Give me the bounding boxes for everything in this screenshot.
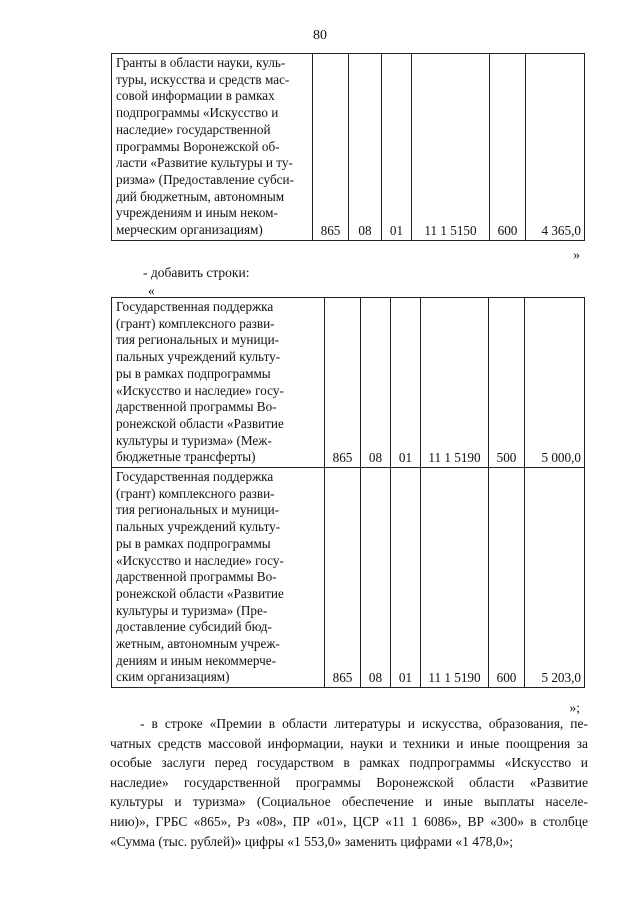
budget-table-existing-row bbox=[111, 53, 585, 241]
csr-cell: 11 1 5190 bbox=[421, 298, 489, 468]
paragraph-line: культуры и туризма» (Социальное обеспечение и иные выплаты населе- bbox=[110, 794, 588, 810]
paragraph-line: нию)», ГРБС «865», Рз «08», ПР «01», ЦСР «11 1 6086», ВР «300» в столбце bbox=[110, 813, 588, 829]
paragraph-line: особые заслуги перед государством в рамках подпрограммы «Искусство и bbox=[110, 755, 588, 771]
csr-cell: 11 1 5190 bbox=[421, 468, 489, 688]
paragraph-line: наследие» государственной программы Воронежской области «Развитие bbox=[110, 774, 588, 790]
closing-quote-semicolon: »; bbox=[569, 700, 580, 715]
csr-cell: 11 1 5150 bbox=[412, 54, 490, 241]
rz-cell: 08 bbox=[361, 298, 391, 468]
grbs-cell: 865 bbox=[325, 468, 361, 688]
grbs-cell: 865 bbox=[313, 54, 349, 241]
amendment-paragraph bbox=[110, 714, 588, 851]
row-name-cell: Государственная поддержка (грант) комплексного разви- тия региональных и муници- пальных учреждений культу- ры в рамках подпрограммы «Искусство и наследие» госу- дарственной программы Во- ронежской области «Развитие культуры и туризма» (Пре- доставление субсидий бюд- жетным, автономным учреж- дениям и иным некоммерче- ским организациям) bbox=[112, 468, 325, 688]
rz-cell: 08 bbox=[361, 468, 391, 688]
vr-cell: 600 bbox=[489, 468, 525, 688]
table-row bbox=[112, 54, 585, 241]
vr-cell: 500 bbox=[489, 298, 525, 468]
paragraph-line: чатных средств массовой информации, науки и техники и иные поощрения за bbox=[110, 735, 588, 751]
page-number: 80 bbox=[313, 28, 327, 43]
budget-table-added-rows bbox=[111, 297, 585, 688]
vr-cell: 600 bbox=[490, 54, 526, 241]
pr-cell: 01 bbox=[382, 54, 412, 241]
closing-quote: » bbox=[573, 247, 580, 262]
sum-cell: 4 365,0 bbox=[526, 54, 585, 241]
pr-cell: 01 bbox=[391, 468, 421, 688]
add-rows-instruction: - добавить строки: bbox=[143, 265, 250, 280]
paragraph-line: - в строке «Премии в области литературы и искусства, образования, пе- bbox=[140, 716, 588, 731]
sum-cell: 5 000,0 bbox=[525, 298, 585, 468]
table-row bbox=[112, 468, 585, 688]
table-row bbox=[112, 298, 585, 468]
sum-cell: 5 203,0 bbox=[525, 468, 585, 688]
row-name-cell: Гранты в области науки, куль- туры, искусства и средств мас- совой информации в рамках подпрограммы «Искусство и наследие» государственной программы Воронежской об- ласти «Развитие культуры и ту- ризма» (Предоставление субси- дий бюджетным, автономным учреждениям и иным неком- мерческим организациям) bbox=[112, 54, 313, 241]
rz-cell: 08 bbox=[349, 54, 382, 241]
pr-cell: 01 bbox=[391, 298, 421, 468]
grbs-cell: 865 bbox=[325, 298, 361, 468]
paragraph-line: «Сумма (тыс. рублей)» цифры «1 553,0» заменить цифрами «1 478,0»; bbox=[110, 833, 514, 849]
opening-quote: « bbox=[148, 283, 155, 298]
row-name-cell: Государственная поддержка (грант) комплексного разви- тия региональных и муници- пальных учреждений культу- ры в рамках подпрограммы «Искусство и наследие» госу- дарственной программы Во- ронежской области «Развитие культуры и туризма» (Меж- бюджетные трансферты) bbox=[112, 298, 325, 468]
